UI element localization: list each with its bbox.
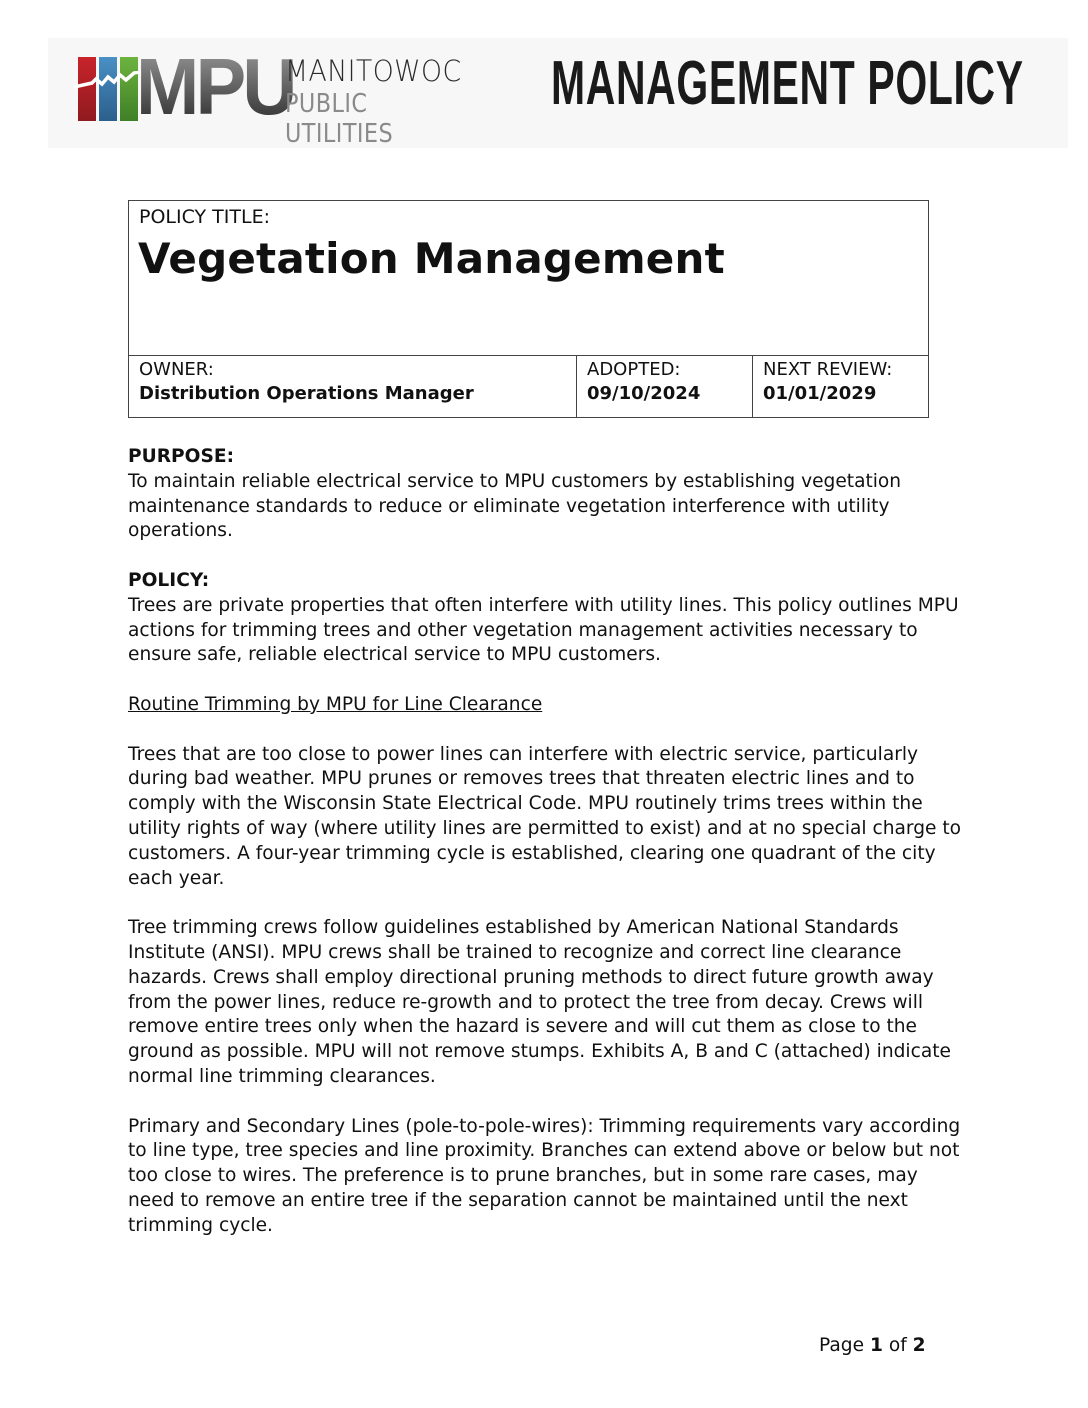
- adopted-date: 09/10/2024: [587, 383, 701, 404]
- owner-cell: [129, 356, 577, 418]
- current-page: 1: [869, 1335, 883, 1356]
- logo-color-bars: [78, 57, 140, 121]
- policy-title-cell: [129, 201, 928, 356]
- routine-trimming-paragraph: Tree trimming crews follow guidelines established by American National Standards Institute (ANSI). MPU crews shall be trained to recognize and correct line clearance hazards. Crews shall employ directional pruning methods to direct future growth away from the power lines, reduce re-growth and to protect the tree from decay. Crews will remove entire trees only when the hazard is severe and will cut them as close to the ground as possible. MPU will not remove stumps. Exhibits A, B and C (attached) indicate normal line trimming clearances.: [128, 917, 951, 1087]
- policy-text: Trees are private properties that often interfere with utility lines. This policy outlines MPU actions for trimming trees and other vegetation management activities necessary to ensure safe, reliable electrical service to MPU customers.: [128, 594, 959, 666]
- purpose-heading: PURPOSE:: [128, 446, 235, 467]
- owner-label: OWNER:: [139, 359, 214, 380]
- adopted-label: ADOPTED:: [587, 359, 681, 380]
- page-number: [819, 1334, 926, 1358]
- policy-heading: POLICY:: [128, 569, 210, 591]
- owner-value: Distribution Operations Manager: [139, 383, 474, 404]
- routine-trimming-paragraph: Primary and Secondary Lines (pole-to-pole-wires): Trimming requirements vary according to line type, tree species and line proximity. Branches can extend above or below but not too close to wires. The preference is to prune branches, but in some rare cases, may need to remove an entire tree if the separation cannot be maintained until the next trimming cycle.: [128, 1115, 961, 1236]
- logo-name-line1: MANITOWOC: [285, 54, 462, 88]
- policy-info-table: [128, 200, 929, 418]
- next-review-label: NEXT REVIEW:: [763, 359, 893, 380]
- total-pages: 2: [912, 1335, 926, 1356]
- logo-name-line2: PUBLIC UTILITIES: [285, 89, 394, 149]
- policy-title: Vegetation Management: [138, 234, 725, 283]
- logo-mark: MPU: [136, 42, 294, 131]
- mpu-logo: [78, 42, 498, 149]
- next-review-date: 01/01/2029: [763, 383, 877, 404]
- document-type-title: MANAGEMENT POLICY: [551, 49, 1024, 118]
- policy-body: [128, 445, 968, 1263]
- page-prefix: Page: [819, 1335, 865, 1356]
- page-of: of: [888, 1335, 907, 1356]
- routine-trimming-heading: Routine Trimming by MPU for Line Clearance: [128, 693, 543, 715]
- policy-title-label: POLICY TITLE:: [139, 206, 270, 228]
- adopted-cell: [577, 356, 753, 418]
- routine-trimming-paragraph: Trees that are too close to power lines can interfere with electric service, particularly during bad weather. MPU prunes or removes trees that threaten electric lines and to comply with the Wisconsin State Electrical Code. MPU routinely trims trees within the utility rights of way (where utility lines are permitted to exist) and at no special charge to customers. A four-year trimming cycle is established, clearing one quadrant of the city each year.: [128, 743, 962, 889]
- next-review-cell: [753, 356, 929, 418]
- purpose-text: To maintain reliable electrical service to MPU customers by establishing vegetation maintenance standards to reduce or eliminate vegetation interference with utility operations.: [128, 470, 902, 542]
